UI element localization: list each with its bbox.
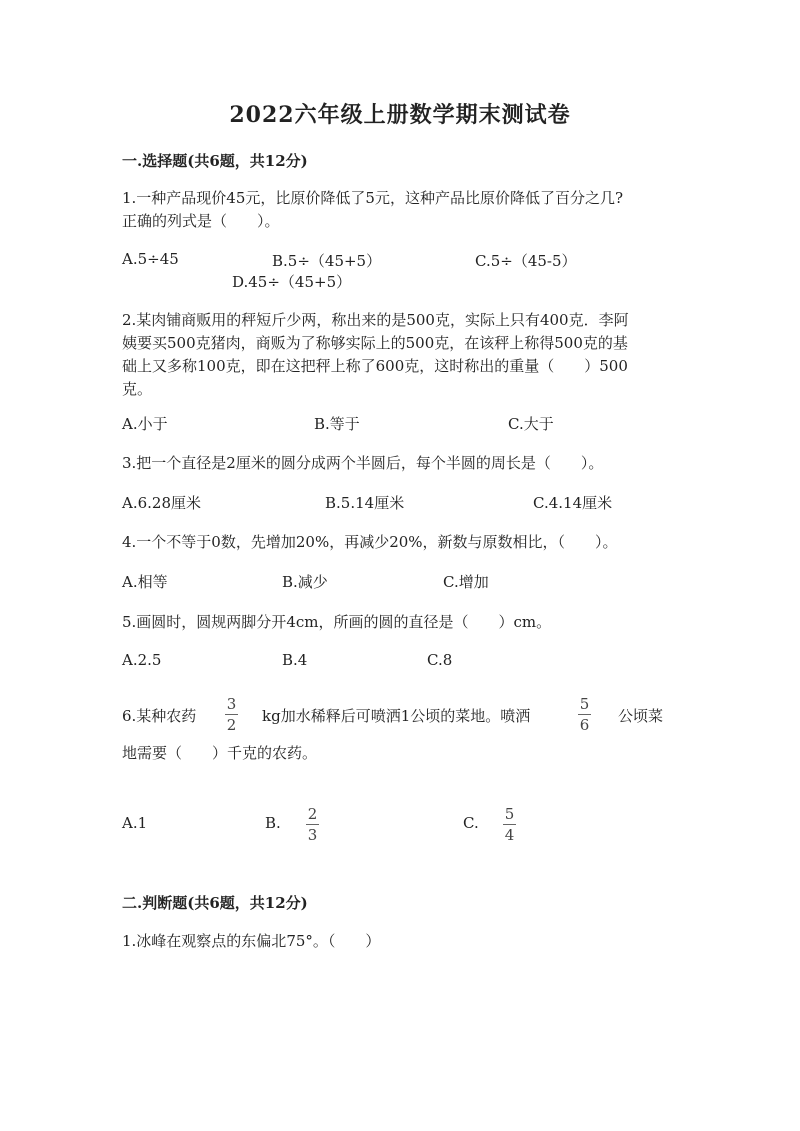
question-6-fraction-2 [578, 695, 591, 734]
question-5-option-c: C.8 [427, 651, 453, 669]
question-2-option-c: C.大于 [508, 415, 554, 433]
fraction-numerator: 2 [307, 805, 318, 823]
question-6-option-b-fraction [306, 805, 319, 844]
fraction-bar [578, 714, 591, 715]
question-4-option-b: B.减少 [282, 573, 328, 591]
question-5-option-b: B.4 [282, 651, 308, 669]
page-title: 2022六年级上册数学期末测试卷 [229, 102, 571, 128]
question-2-line-2: 姨要买500克猪肉，商贩为了称够实际上的500克，在该秤上称得500克的基 [122, 334, 628, 352]
question-2-line-4: 克。 [122, 380, 153, 398]
section-heading-judgement: 二.判断题(共6题，共12分) [122, 894, 308, 912]
fraction-bar [503, 824, 516, 825]
question-1-option-a: A.5÷45 [122, 250, 179, 268]
question-5-option-a: A.2.5 [122, 651, 162, 669]
fraction-numerator: 5 [504, 805, 515, 823]
judgement-question-1: 1.冰峰在观察点的东偏北75°。（ ） [122, 932, 381, 950]
question-1-line-2: 正确的列式是（ ）。 [122, 212, 280, 230]
question-3-option-b: B.5.14厘米 [325, 494, 405, 512]
question-6-option-c-fraction [503, 805, 516, 844]
question-1-option-c: C.5÷（45-5） [475, 252, 577, 270]
question-3-option-a: A.6.28厘米 [122, 494, 201, 512]
question-6-line-2: 地需要（ ）千克的农药。 [122, 744, 318, 762]
question-6-option-b-label: B. [265, 814, 281, 832]
fraction-denominator: 4 [504, 826, 515, 844]
question-1-line-1: 1.一种产品现价45元，比原价降低了5元，这种产品比原价降低了百分之几? [122, 189, 623, 207]
fraction-denominator: 3 [307, 826, 318, 844]
question-2-option-a: A.小于 [122, 415, 168, 433]
fraction-denominator: 6 [579, 716, 590, 734]
fraction-bar [306, 824, 319, 825]
fraction-numerator: 3 [226, 695, 237, 713]
section-heading-choice: 一.选择题(共6题，共12分) [122, 152, 308, 170]
fraction-numerator: 5 [579, 695, 590, 713]
question-3-option-c: C.4.14厘米 [533, 494, 613, 512]
question-6-option-c-label: C. [463, 814, 479, 832]
question-6-fraction-1 [225, 695, 238, 734]
question-4-option-c: C.增加 [443, 573, 489, 591]
question-1-option-b: B.5÷（45+5） [272, 252, 382, 270]
fraction-denominator: 2 [226, 716, 237, 734]
question-4-line-1: 4.一个不等于0数，先增加20%，再减少20%，新数与原数相比，（ ）。 [122, 533, 618, 551]
question-2-option-b: B.等于 [314, 415, 360, 433]
question-1-option-d: D.45÷（45+5） [232, 273, 352, 291]
question-6-option-a: A.1 [122, 814, 148, 832]
question-4-option-a: A.相等 [122, 573, 168, 591]
question-5-line-1: 5.画圆时，圆规两脚分开4cm，所画的圆的直径是（ ）cm。 [122, 613, 552, 631]
question-2-line-3: 础上又多称100克，即在这把秤上称了600克，这时称出的重量（ ）500 [122, 357, 628, 375]
question-6-text-part-2: kg加水稀释后可喷洒1公顷的菜地。喷洒 [262, 707, 531, 725]
question-6-text-part-3: 公顷菜 [618, 707, 664, 725]
fraction-bar [225, 714, 238, 715]
question-2-line-1: 2.某肉铺商贩用的秤短斤少两，称出来的是500克，实际上只有400克．李阿 [122, 311, 629, 329]
question-6-text-part-1: 6.某种农药 [122, 707, 197, 725]
question-3-line-1: 3.把一个直径是2厘米的圆分成两个半圆后，每个半圆的周长是（ ）。 [122, 454, 604, 472]
